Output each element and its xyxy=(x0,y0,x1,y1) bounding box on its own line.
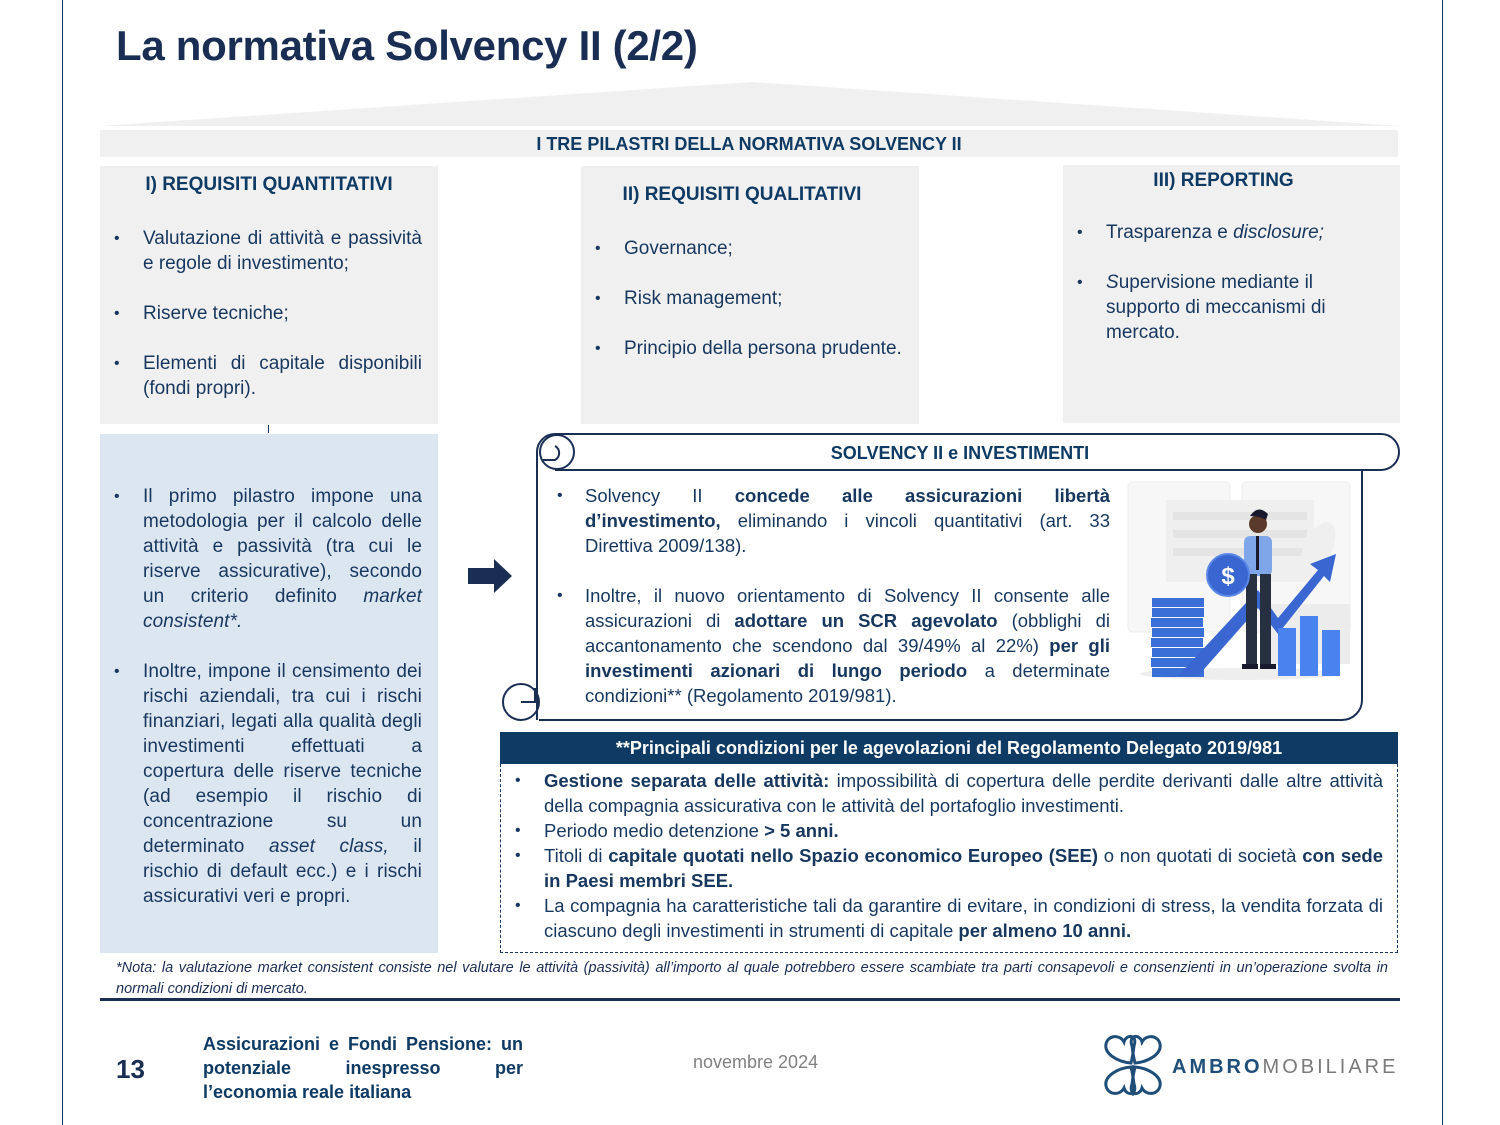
bullet-text: Solvency II xyxy=(585,485,735,506)
condition-bold: capitale quotati nello Spazio economico Europeo (SEE) xyxy=(608,845,1099,866)
pillar-bullet xyxy=(1063,220,1384,245)
page-border-left xyxy=(62,0,63,1125)
page-number: 13 xyxy=(116,1054,145,1084)
bullet-italic: market consistent*. xyxy=(143,586,422,632)
condition-item xyxy=(501,818,1383,843)
logo-light: MOBILIARE xyxy=(1262,1056,1399,1078)
pillar-reporting xyxy=(1063,165,1400,423)
company-logo xyxy=(1098,1032,1408,1098)
connector-tick xyxy=(268,425,269,433)
pillar-heading: I) REQUISITI QUANTITATIVI xyxy=(145,174,393,195)
condition-bold: con sede in Paesi membri SEE. xyxy=(544,845,1383,891)
report-date: novembre 2024 xyxy=(693,1052,819,1072)
bullet-text: a determinate condizioni** (Regolamento 2019/981). xyxy=(585,660,1111,706)
detail-bullet xyxy=(100,659,422,909)
person-with-coin-growth-chart-illustration xyxy=(1118,478,1358,683)
detail-bullet xyxy=(100,484,422,634)
condition-text: impossibilità di copertura delle perdite derivanti dalle altre attività della compagnia assicurativa con le attività del portafoglio investimenti. xyxy=(544,770,1383,816)
pillar-bullet xyxy=(1063,270,1384,345)
investments-bullet xyxy=(545,583,1110,708)
bullet-text: (obblighi di accantonamento che scendono dal 39/49% al 22%) xyxy=(585,610,1110,656)
four-leaf-clover-icon xyxy=(1098,1032,1168,1098)
pillar-qualitative xyxy=(581,166,919,424)
bullet-text: Trasparenza e xyxy=(1106,222,1234,243)
pillar-bullet: • Risk management; xyxy=(581,286,903,311)
pillar-heading: III) REPORTING xyxy=(1153,170,1294,191)
condition-bold: Gestione separata delle attività: xyxy=(544,770,830,791)
condition-bold: per almeno 10 anni. xyxy=(958,920,1132,941)
condition-item xyxy=(501,843,1383,893)
condition-text: Titoli di xyxy=(544,845,609,866)
report-title: Assicurazioni e Fondi Pensione: un potenziale inespresso per l’economia reale italiana xyxy=(203,1034,523,1102)
pillar-bullet: • Elementi di capitale disponibili (fondi propri). xyxy=(100,351,422,401)
first-pillar-detail xyxy=(100,434,438,953)
logo-wordmark xyxy=(1172,1056,1398,1079)
footer-divider xyxy=(100,998,1400,1001)
condition-item xyxy=(501,893,1383,943)
bullet-italic: asset class, xyxy=(269,836,389,857)
bullet-text: eliminando i vincoli quantitativi (art. 33 Direttiva 2009/138). xyxy=(585,510,1110,556)
conditions-box xyxy=(500,764,1398,953)
bullet-text: Inoltre, impone il censimento dei rischi aziendali, tra cui i rischi finanziari, legati alla qualità degli investimenti effettuati a copertura delle riserve tecniche (ad esempio il rischio di concentrazione su un determinato xyxy=(143,661,422,857)
investments-text xyxy=(545,483,1110,733)
condition-text: o non quotati di società xyxy=(1098,845,1303,866)
condition-bold: > 5 anni. xyxy=(764,820,839,841)
page-title: La normativa Solvency II (2/2) xyxy=(116,22,698,69)
condition-text: La compagnia ha caratteristiche tali da garantire di evitare, in condizioni di stress, la vendita forzata di ciascuno degli investimenti in strumenti di capitale xyxy=(544,895,1383,941)
bullet-italic: disclosure; xyxy=(1233,222,1324,243)
bullet-text: upervisione mediante il supporto di meccanismi di mercato. xyxy=(1106,272,1326,343)
condition-item xyxy=(501,768,1383,818)
footnote: *Nota: la valutazione market consistent consiste nel valutare le attività (passività) all’importo al quale potrebbero essere scambiate tra parti consapevoli e consenzienti in un’operazione svolta in normali condizioni di mercato. xyxy=(116,960,1388,997)
svg-text:$: $ xyxy=(1221,563,1235,590)
bullet-bold: per gli investimenti azionari di lungo periodo xyxy=(585,635,1110,681)
bullet-text: il rischio di default ecc.) e i rischi assicurativi veri e propri. xyxy=(143,836,422,907)
bullet-text: Il primo pilastro impone una metodologia per il calcolo delle attività e passività (tra cui le riserve assicurative), secondo un criterio definito xyxy=(143,486,422,607)
bullet-italic: S xyxy=(1106,272,1119,293)
bullet-text: Inoltre, il nuovo orientamento di Solvency II consente alle assicurazioni di xyxy=(585,585,1110,631)
investments-bullet xyxy=(545,483,1110,558)
pillars-banner: I TRE PILASTRI DELLA NORMATIVA SOLVENCY II xyxy=(100,130,1398,157)
pillar-quantitative xyxy=(100,166,438,424)
page-border-right xyxy=(1442,0,1443,1125)
investments-title: SOLVENCY II e INVESTIMENTI xyxy=(830,443,1090,463)
conditions-header: **Principali condizioni per le agevolazioni del Regolamento Delegato 2019/981 xyxy=(500,732,1398,764)
pillars-roof xyxy=(100,80,1400,128)
bullet-bold: adottare un SCR agevolato xyxy=(734,610,998,631)
bullet-bold: concede alle assicurazioni libertà d’investimento, xyxy=(585,485,1110,531)
condition-text: Periodo medio detenzione xyxy=(544,820,765,841)
pillar-bullet: • Principio della persona prudente. xyxy=(581,336,903,361)
pillar-bullet: • Valutazione di attività e passività e regole di investimento; xyxy=(100,226,422,276)
logo-bold: AMBRO xyxy=(1172,1056,1263,1078)
pillar-bullet: • Governance; xyxy=(581,236,903,261)
pillar-bullet: • Riserve tecniche; xyxy=(100,301,422,326)
pillar-heading: II) REQUISITI QUALITATIVI xyxy=(622,184,862,205)
